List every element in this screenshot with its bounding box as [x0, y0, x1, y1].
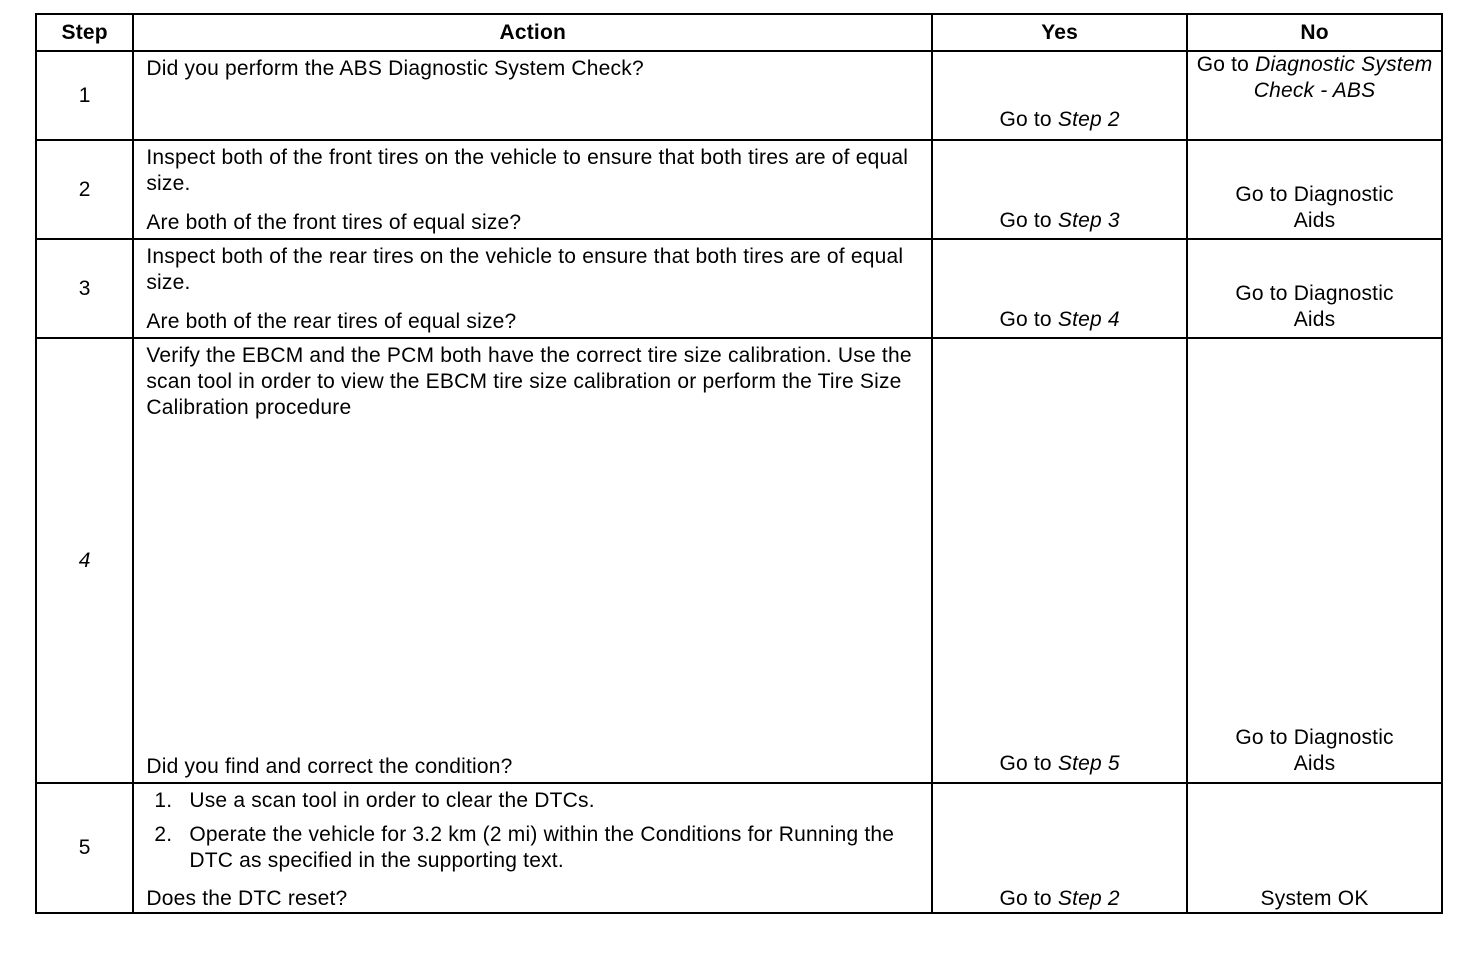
header-no: No — [1187, 14, 1442, 51]
action-question: Are both of the rear tires of equal size? — [146, 310, 517, 333]
no-cell — [1187, 338, 1442, 783]
step-number: 2 — [36, 140, 133, 239]
step-number: 4 — [36, 338, 133, 783]
no-link[interactable]: Go to Diagnostic Aids — [1235, 282, 1394, 331]
table-row — [36, 51, 1442, 140]
diagnostic-table — [35, 13, 1443, 914]
yes-cell — [932, 239, 1187, 338]
no-cell — [1187, 51, 1442, 140]
header-yes: Yes — [932, 14, 1187, 51]
table-row — [36, 338, 1442, 783]
yes-cell — [932, 51, 1187, 140]
action-cell — [133, 140, 932, 239]
no-cell — [1187, 783, 1442, 913]
action-cell — [133, 239, 932, 338]
list-item: 1. Use a scan tool in order to clear the DTCs. — [154, 789, 595, 812]
table-row — [36, 239, 1442, 338]
no-link[interactable]: Go to Diagnostic Aids — [1235, 726, 1394, 775]
step-number: 3 — [36, 239, 133, 338]
table-row — [36, 783, 1442, 913]
no-cell — [1187, 140, 1442, 239]
step-number: 5 — [36, 783, 133, 913]
action-question: Does the DTC reset? — [146, 887, 348, 910]
yes-link[interactable]: Go to Step 2 — [999, 108, 1120, 131]
yes-cell — [932, 783, 1187, 913]
action-text: Verify the EBCM and the PCM both have the correct tire size calibration. Use the scan tool in order to view the EBCM tire size calibration or perform the Tire Size Calibration procedure — [146, 344, 912, 419]
step-number: 1 — [36, 51, 133, 140]
action-text: Inspect both of the front tires on the vehicle to ensure that both tires are of equal size. — [146, 146, 909, 195]
table-header-row — [36, 14, 1442, 51]
substep-list — [134, 788, 921, 882]
yes-link[interactable]: Go to Step 4 — [999, 308, 1120, 331]
yes-link[interactable]: Go to Step 5 — [999, 752, 1120, 775]
list-item: 2. Operate the vehicle for 3.2 km (2 mi) within the Conditions for Running the DTC as specified in the supporting text. — [154, 823, 895, 872]
yes-cell — [932, 338, 1187, 783]
action-cell — [133, 338, 932, 783]
action-cell — [133, 51, 932, 140]
action-text: Did you perform the ABS Diagnostic System Check? — [146, 57, 644, 80]
header-action: Action — [133, 14, 932, 51]
action-cell — [133, 783, 932, 913]
no-cell — [1187, 239, 1442, 338]
yes-cell — [932, 140, 1187, 239]
header-step: Step — [36, 14, 133, 51]
no-link[interactable]: Go to Diagnostic System Check - ABS — [1196, 53, 1433, 102]
action-question: Are both of the front tires of equal size? — [146, 211, 522, 234]
table-row — [36, 140, 1442, 239]
yes-link[interactable]: Go to Step 3 — [999, 209, 1120, 232]
action-text: Inspect both of the rear tires on the vehicle to ensure that both tires are of equal size. — [146, 245, 904, 294]
no-link[interactable]: Go to Diagnostic Aids — [1235, 183, 1394, 232]
action-question: Did you find and correct the condition? — [146, 755, 513, 778]
yes-link[interactable]: Go to Step 2 — [999, 887, 1120, 910]
no-text: System OK — [1260, 887, 1369, 910]
